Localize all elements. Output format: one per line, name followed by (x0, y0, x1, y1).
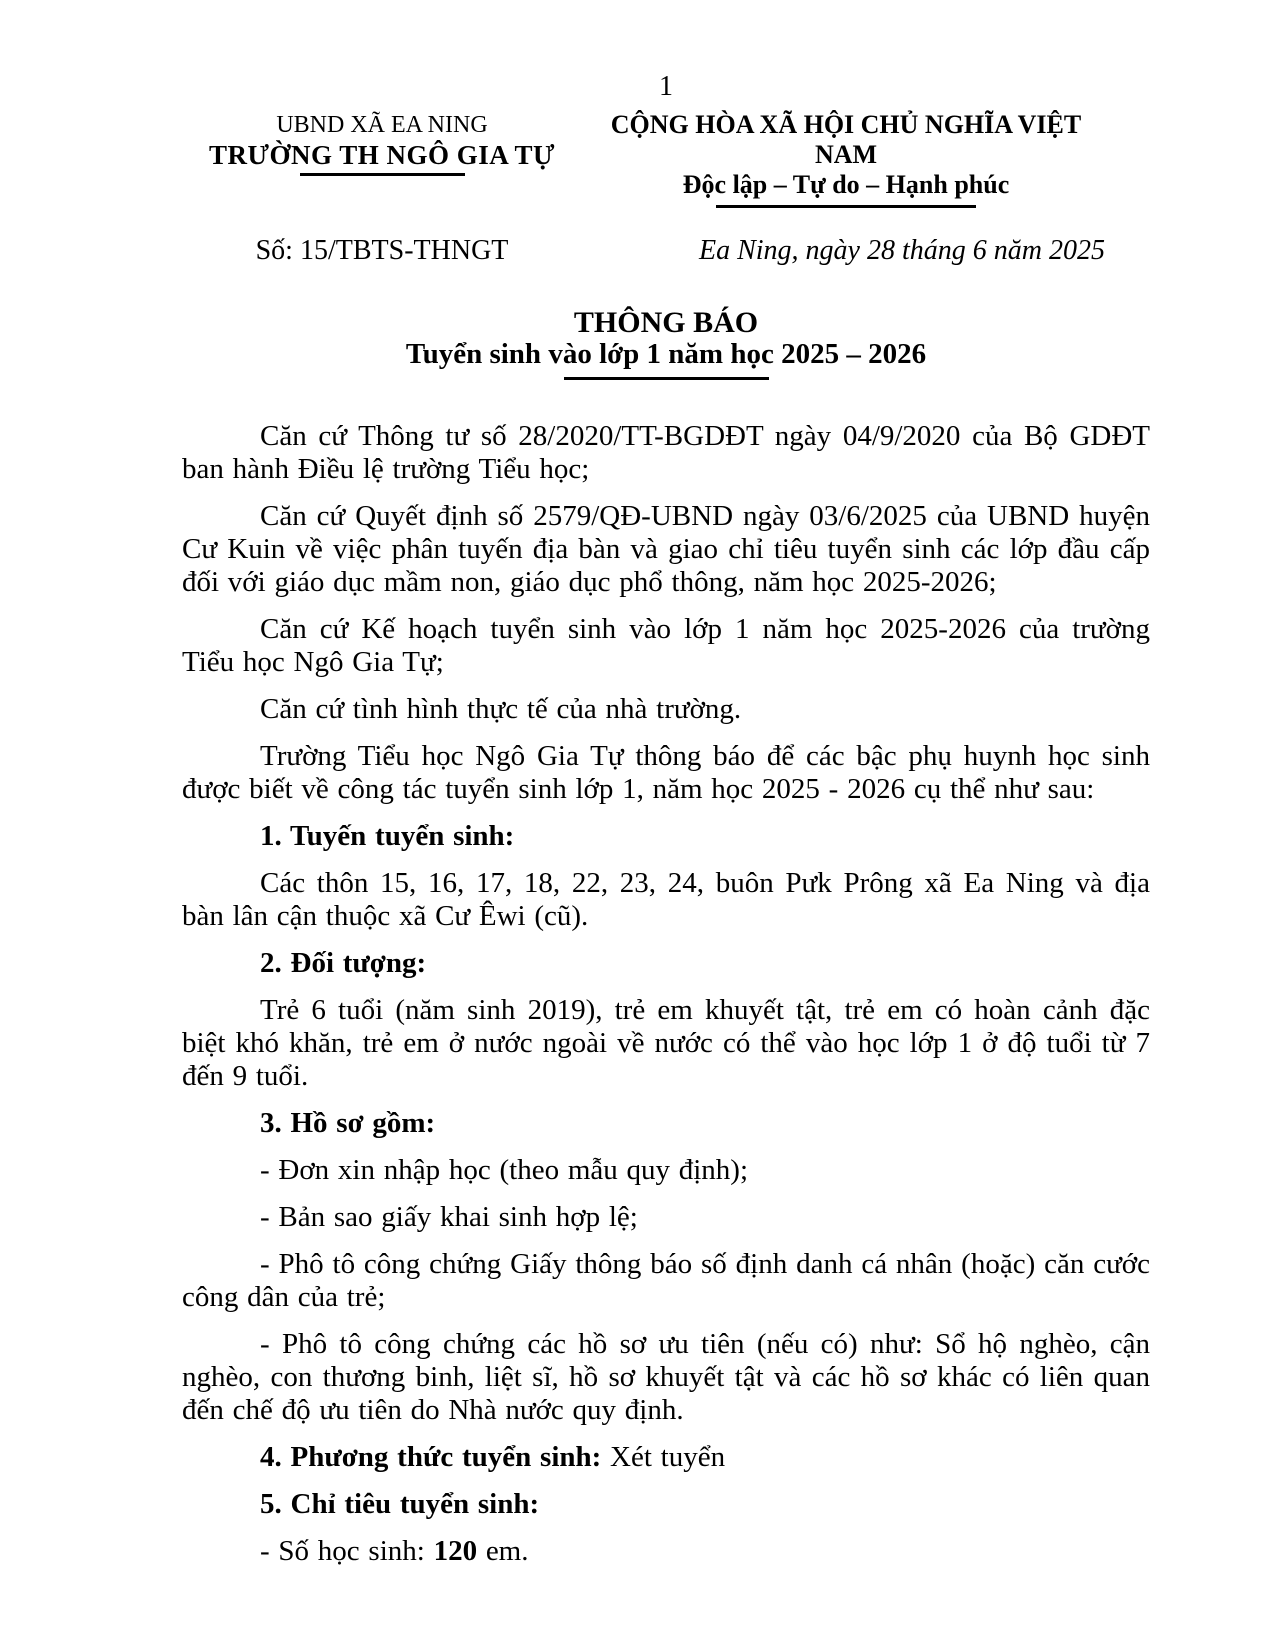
paragraph: Căn cứ Quyết định số 2579/QĐ-UBND ngày 03/6/2025 của UBND huyện Cư Kuin về việc phân tuyến địa bàn và giao chỉ tiêu tuyển sinh các lớp đầu cấp đối với giáo dục mầm non, giáo dục phổ thông, năm học 2025-2026; (182, 500, 1150, 598)
text-run: em. (477, 1535, 529, 1567)
paragraph: Căn cứ tình hình thực tế của nhà trường. (260, 693, 742, 725)
document-title: THÔNG BÁO (573, 306, 759, 339)
org-underline (300, 173, 465, 176)
title-underline (564, 377, 769, 380)
bold-text-run: 120 (433, 1535, 478, 1567)
document-header (182, 110, 1150, 208)
paragraph: - Đơn xin nhập học (theo mẫu quy định); (260, 1154, 749, 1186)
org-parent-name: UBND XÃ EA NING (276, 112, 488, 138)
paragraph: Trẻ 6 tuổi (năm sinh 2019), trẻ em khuyết tật, trẻ em có hoàn cảnh đặc biệt khó khăn, trẻ em ở nước ngoài về nước có thể vào học lớp 1 ở độ tuổi từ 7 đến 9 tuổi. (182, 994, 1150, 1092)
paragraph (182, 1441, 1150, 1474)
org-name: TRƯỜNG TH NGÔ GIA TỰ (208, 140, 556, 170)
title-block (182, 307, 1150, 380)
section-heading: 5. Chỉ tiêu tuyển sinh: (260, 1488, 540, 1520)
motto-underline (716, 205, 976, 208)
section-heading: 2. Đối tượng: (260, 947, 427, 979)
reference-row (182, 234, 1150, 267)
paragraph: - Phô tô công chứng các hồ sơ ưu tiên (nếu có) như: Sổ hộ nghèo, cận nghèo, con thương binh, liệt sĩ, hồ sơ khuyết tật và các hồ sơ khác có liên quan đến chế độ ưu tiên do Nhà nước quy định. (182, 1328, 1150, 1426)
national-title: CỘNG HÒA XÃ HỘI CHỦ NGHĨA VIỆT NAM (610, 110, 1082, 169)
paragraph: Các thôn 15, 16, 17, 18, 22, 23, 24, buôn Pưk Prông xã Ea Ning và địa bàn lân cận thuộc xã Cư Êwi (cũ). (182, 867, 1150, 932)
bold-text-run: 4. Phương thức tuyển sinh: (260, 1441, 602, 1473)
section-heading: 3. Hồ sơ gồm: (260, 1107, 436, 1139)
document-body (182, 420, 1150, 1568)
paragraph: Trường Tiểu học Ngô Gia Tự thông báo để các bậc phụ huynh học sinh được biết về công tác tuyển sinh lớp 1, năm học 2025 - 2026 cụ thể như sau: (182, 740, 1150, 805)
paragraph (182, 1535, 1150, 1568)
paragraph: - Bản sao giấy khai sinh hợp lệ; (260, 1201, 638, 1233)
page-number: 1 (659, 71, 673, 102)
place-and-date: Ea Ning, ngày 28 tháng 6 năm 2025 (699, 235, 1105, 266)
document-number: Số: 15/TBTS-THNGT (255, 235, 509, 266)
paragraph: - Phô tô công chứng Giấy thông báo số định danh cá nhân (hoặc) căn cước công dân của trẻ; (182, 1248, 1150, 1313)
national-header-block (582, 110, 1150, 208)
paragraph: Căn cứ Thông tư số 28/2020/TT-BGDĐT ngày 04/9/2020 của Bộ GDĐT ban hành Điều lệ trường Tiểu học; (182, 420, 1150, 485)
national-motto: Độc lập – Tự do – Hạnh phúc (682, 170, 1010, 199)
document-subtitle: Tuyển sinh vào lớp 1 năm học 2025 – 2026 (405, 338, 927, 370)
section-heading: 1. Tuyến tuyển sinh: (260, 820, 515, 852)
text-run: Xét tuyển (601, 1441, 726, 1473)
paragraph: Căn cứ Kế hoạch tuyển sinh vào lớp 1 năm học 2025-2026 của trường Tiểu học Ngô Gia Tự; (182, 613, 1150, 678)
text-run: - Số học sinh: (260, 1535, 434, 1567)
issuing-org-block (182, 110, 582, 208)
